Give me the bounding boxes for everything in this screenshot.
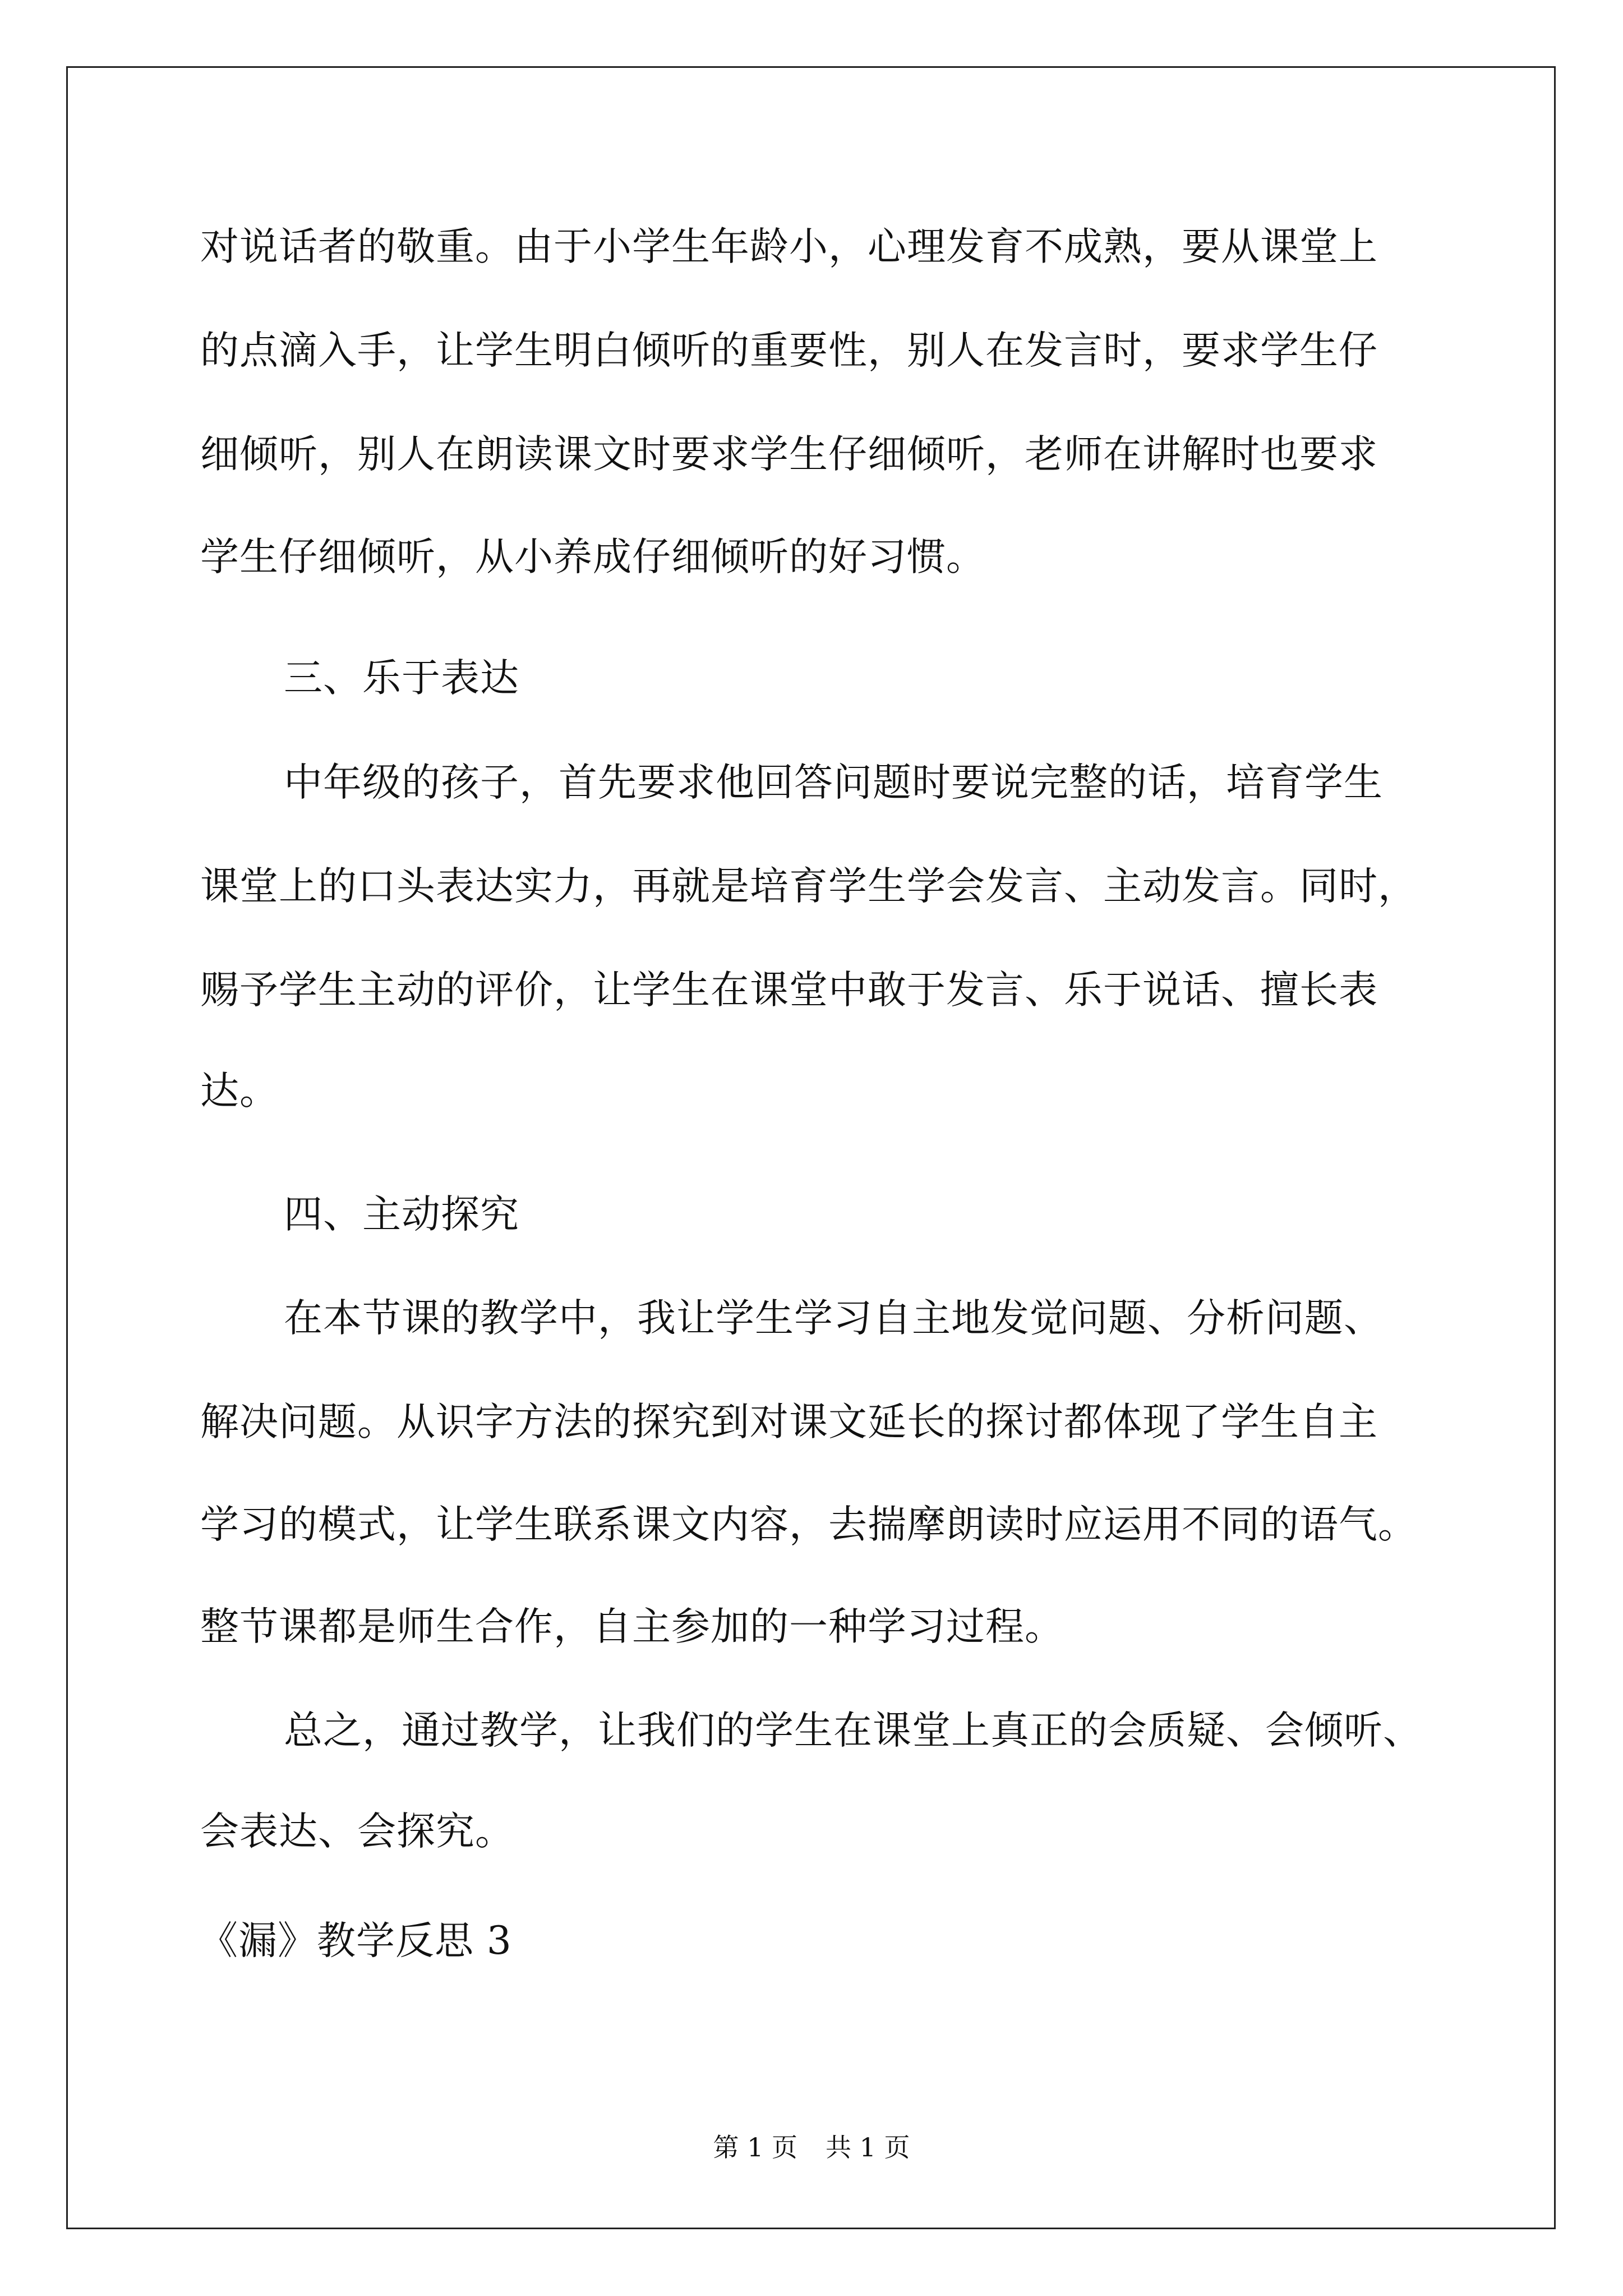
body-text-line: 中年级的孩子，首先要求他回答问题时要说完整的话，培育学生 (284, 760, 1383, 805)
section-heading: 三、乐于表达 (284, 656, 519, 701)
body-text-line: 解决问题。从识字方法的探究到对课文延长的探讨都体现了学生自主 (200, 1400, 1378, 1444)
section-title: 《漏》教学反思 3 (199, 1918, 512, 1963)
body-text-line: 细倾听，别人在朗读课文时要求学生仔细倾听，老师在讲解时也要求 (200, 432, 1378, 477)
body-text-line: 课堂上的口头表达实力，再就是培育学生学会发言、主动发言。同时， (200, 864, 1417, 909)
body-text-line: 学习的模式，让学生联系课文内容，去揣摩朗读时应运用不同的语气。 (200, 1502, 1417, 1547)
body-text-line: 学生仔细倾听，从小养成仔细倾听的好习惯。 (200, 535, 985, 579)
body-text-line: 的点滴入手，让学生明白倾听的重要性，别人在发言时，要求学生仔 (200, 328, 1378, 373)
section-heading: 四、主动探究 (284, 1192, 519, 1237)
body-text-line: 整节课都是师生合作，自主参加的一种学习过程。 (200, 1604, 1064, 1649)
body-text-line: 会表达、会探究。 (200, 1809, 514, 1854)
page-footer (0, 2131, 1623, 2164)
page-number: 第 1 页 (713, 2132, 797, 2162)
body-text-line: 赐予学生主动的评价，让学生在课堂中敢于发言、乐于说话、擅长表 (200, 968, 1378, 1013)
body-text-line: 总之，通过教学，让我们的学生在课堂上真正的会质疑、会倾听、 (284, 1708, 1422, 1753)
body-text-line: 对说话者的敬重。由于小学生年龄小，心理发育不成熟，要从课堂上 (200, 224, 1378, 269)
body-text-line: 达。 (200, 1069, 279, 1114)
body-text-line: 在本节课的教学中，我让学生学习自主地发觉问题、分析问题、 (284, 1296, 1383, 1341)
page-total: 共 1 页 (826, 2132, 910, 2162)
page-border (66, 66, 1556, 2229)
